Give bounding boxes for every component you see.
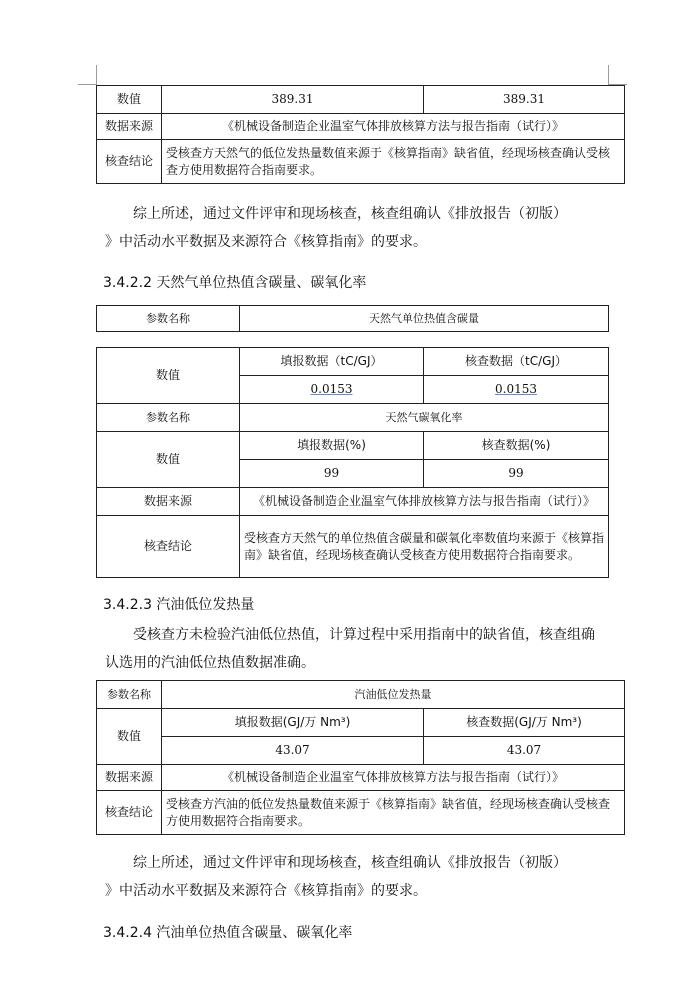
- paragraph-3-4-2-3: [105, 621, 630, 677]
- heading-3-4-2-4: 3.4.2.4 汽油单位热值含碳量、碳氧化率: [103, 925, 353, 941]
- param-name: 天然气单位热值含碳量: [240, 306, 609, 332]
- label-param-name: 参数名称: [97, 404, 240, 432]
- conclusion-text: 受核查方汽油的低位发热量数值来源于《核算指南》缺省值，经现场核查确认受核查方使用数据符合指南要求。: [162, 791, 625, 835]
- table-carbon-content-header: [96, 305, 609, 332]
- value-verified: 43.07: [424, 737, 625, 765]
- label-conclusion: 核查结论: [97, 140, 162, 184]
- param-name: 天然气碳氧化率: [240, 404, 609, 432]
- label-value: 数值: [97, 348, 240, 404]
- value-verified: 389.31: [424, 86, 625, 114]
- heading-3-4-2-3: 3.4.2.3 汽油低位发热量: [103, 597, 255, 613]
- heading-3-4-2-2: 3.4.2.2 天然气单位热值含碳量、碳氧化率: [103, 275, 367, 291]
- source-text: 《机械设备制造企业温室气体排放核算方法与报告指南（试行）》: [162, 114, 625, 140]
- summary-line-2: 》中活动水平数据及来源符合《核算指南》的要求。: [105, 883, 427, 899]
- table-carbon-content: [96, 347, 609, 578]
- label-conclusion: 核查结论: [97, 791, 162, 835]
- col-reported: 填报数据(%): [240, 432, 424, 460]
- col-reported: 填报数据（tC/GJ）: [240, 348, 424, 376]
- value-reported: 389.31: [162, 86, 424, 114]
- label-param-name: 参数名称: [97, 681, 162, 709]
- source-text: 《机械设备制造企业温室气体排放核算方法与报告指南（试行）》: [240, 488, 609, 516]
- label-param-name: 参数名称: [97, 306, 240, 332]
- label-source: 数据来源: [97, 488, 240, 516]
- table-gasoline-ncv: [96, 680, 625, 835]
- summary-paragraph-1: [105, 200, 630, 256]
- summary-line-1: 综上所述，通过文件评审和现场核查，核查组确认《排放报告（初版）: [133, 206, 567, 222]
- summary-paragraph-2: [105, 849, 630, 905]
- label-conclusion: 核查结论: [97, 516, 240, 578]
- param-name: 汽油低位发热量: [162, 681, 625, 709]
- conclusion-text: 受核查方天然气的单位热值含碳量和碳氧化率数值均来源于《核算指南》缺省值，经现场核查确认受核查方使用数据符合指南要求。: [240, 516, 609, 578]
- summary-line-2: 》中活动水平数据及来源符合《核算指南》的要求。: [105, 234, 427, 250]
- para-line-1: 受核查方未检验汽油低位热值，计算过程中采用指南中的缺省值，核查组确: [133, 627, 595, 643]
- summary-line-1: 综上所述，通过文件评审和现场核查，核查组确认《排放报告（初版）: [133, 855, 567, 871]
- col-reported: 填报数据(GJ/万 Nm³): [162, 709, 424, 737]
- value-verified: 99: [424, 460, 609, 488]
- label-value: 数值: [97, 709, 162, 765]
- value-reported: 43.07: [162, 737, 424, 765]
- page-corner-mark-right-v: [608, 65, 609, 85]
- label-value: 数值: [97, 86, 162, 114]
- col-verified: 核查数据(GJ/万 Nm³): [424, 709, 625, 737]
- col-verified: 核查数据(%): [424, 432, 609, 460]
- label-value: 数值: [97, 432, 240, 488]
- col-verified: 核查数据（tC/GJ）: [424, 348, 609, 376]
- label-source: 数据来源: [97, 765, 162, 791]
- source-text: 《机械设备制造企业温室气体排放核算方法与报告指南（试行）》: [162, 765, 625, 791]
- conclusion-text: 受核查方天然气的低位发热量数值来源于《核算指南》缺省值，经现场核查确认受核查方使用数据符合指南要求。: [162, 140, 625, 184]
- label-source: 数据来源: [97, 114, 162, 140]
- page-corner-mark-left-h: [78, 84, 97, 85]
- value-reported: 0.0153: [240, 376, 424, 404]
- para-line-2: 认选用的汽油低位热值数据准确。: [105, 655, 315, 671]
- value-reported: 99: [240, 460, 424, 488]
- table-natural-gas-ncv: [96, 85, 625, 184]
- value-verified: 0.0153: [424, 376, 609, 404]
- page-corner-mark-left-v: [96, 65, 97, 85]
